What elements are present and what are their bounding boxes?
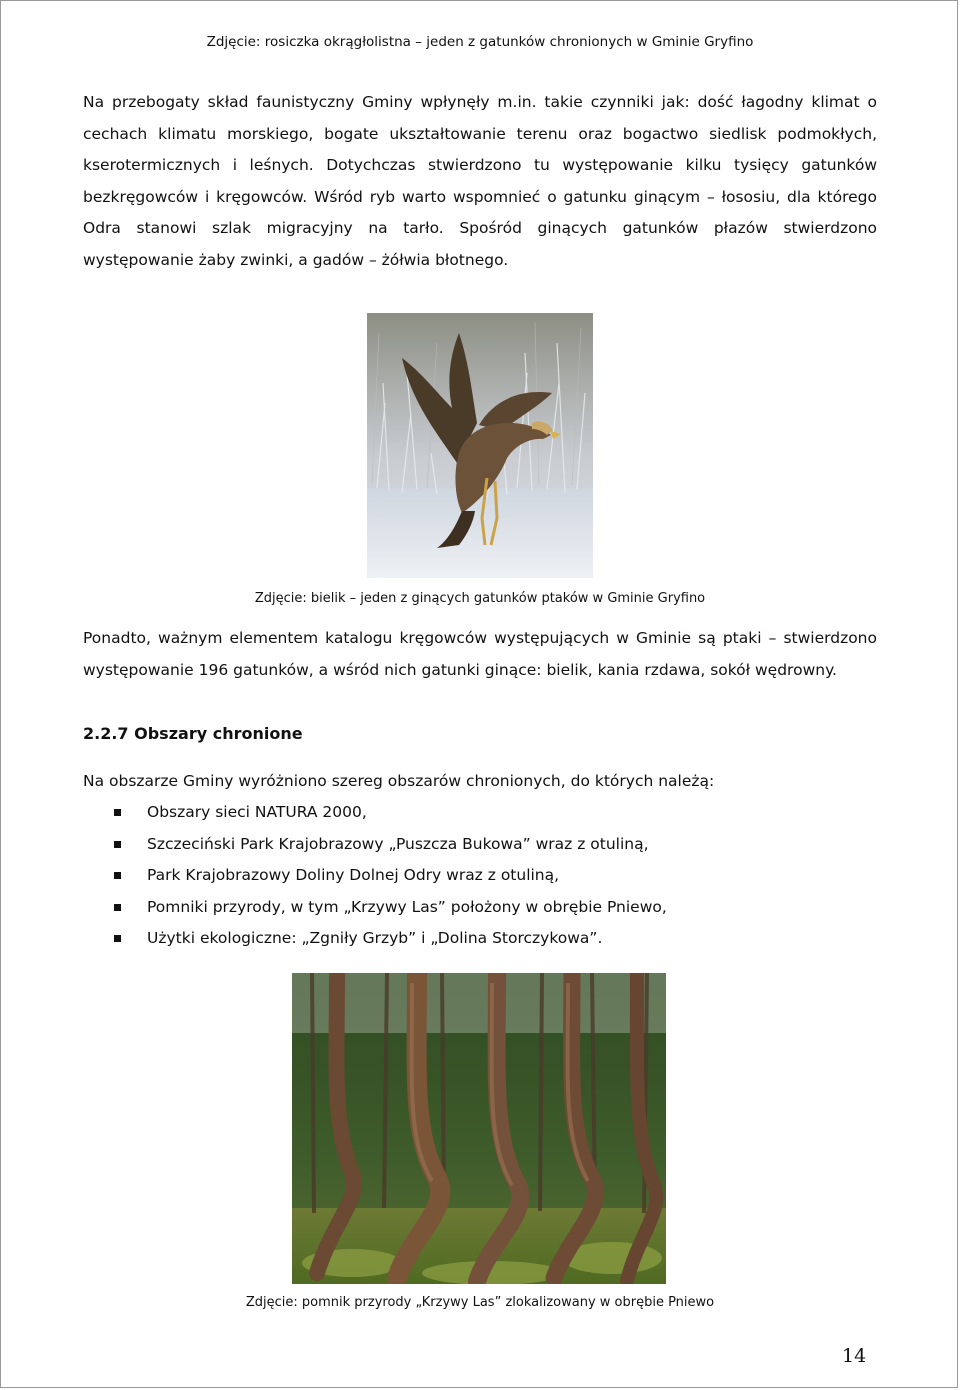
- square-bullet-icon: [114, 904, 121, 911]
- eagle-illustration: [367, 313, 593, 578]
- square-bullet-icon: [114, 935, 121, 942]
- list-item: [83, 829, 877, 861]
- paragraph-line: Odra stanowi szlak migracyjny na tarło. Spośród ginących gatunków płazów stwierdzono: [83, 219, 877, 237]
- list-item: [83, 892, 877, 924]
- square-bullet-icon: [114, 872, 121, 879]
- paragraph-line: występowanie żaby zwinki, a gadów – żółwia błotnego.: [83, 250, 509, 269]
- paragraph-line: występowanie 196 gatunków, a wśród nich gatunki ginące: bielik, kania rzdawa, sokół wędrowny.: [83, 660, 837, 679]
- list-item-text: Obszary sieci NATURA 2000,: [147, 803, 367, 821]
- list-item-text: Użytki ekologiczne: „Zgniły Grzyb” i „Dolina Storczykowa”.: [147, 929, 603, 947]
- list-item-text: Pomniki przyrody, w tym „Krzywy Las” położony w obrębie Pniewo,: [147, 897, 667, 916]
- page-number: 14: [842, 1345, 867, 1367]
- eagle-photo: [367, 313, 593, 578]
- forest-photo-caption: Zdjęcie: pomnik przyrody „Krzywy Las” zlokalizowany w obrębie Pniewo: [245, 1295, 715, 1310]
- list-item: [83, 923, 877, 955]
- section-heading: 2.2.7 Obszary chronione: [83, 724, 303, 743]
- list-item-text: Park Krajobrazowy Doliny Dolnej Odry wraz z otuliną,: [147, 866, 560, 884]
- paragraph-line: cechach klimatu morskiego, bogate ukształtowanie terenu oraz bogactwo siedlisk podmokłych,: [83, 124, 877, 143]
- paragraph-line: kserotermicznych i leśnych. Dotychczas stwierdzono tu występowanie kilku tysięcy gatunków: [83, 156, 877, 174]
- list-item: [83, 860, 877, 892]
- paragraph-line: bezkręgowców i kręgowców. Wśród ryb warto wspomnieć o gatunku ginącym – łososiu, dla którego: [83, 187, 877, 206]
- square-bullet-icon: [114, 809, 121, 816]
- list-item-text: Szczeciński Park Krajobrazowy „Puszcza Bukowa” wraz z otuliną,: [147, 834, 649, 853]
- list-item: [83, 797, 877, 829]
- paragraph-line: Ponadto, ważnym elementem katalogu kręgowców występujących w Gminie są ptaki – stwierdzono: [83, 629, 877, 647]
- paragraph-protected-areas: Na obszarze Gminy wyróżniono szereg obszarów chronionych, do których należą:: [83, 772, 715, 790]
- protected-areas-list: [83, 797, 877, 955]
- page-header: Zdjęcie: rosiczka okrągłolistna – jeden z gatunków chronionych w Gminie Gryfino: [206, 34, 754, 50]
- crooked-forest-illustration: [292, 973, 666, 1284]
- eagle-photo-caption: Zdjęcie: bielik – jeden z ginących gatunków ptaków w Gminie Gryfino: [254, 591, 706, 606]
- crooked-forest-photo: [292, 973, 666, 1284]
- square-bullet-icon: [114, 841, 121, 848]
- paragraph-line: Na przebogaty skład faunistyczny Gminy wpłynęły m.in. takie czynniki jak: dość łagodny klimat o: [83, 93, 877, 111]
